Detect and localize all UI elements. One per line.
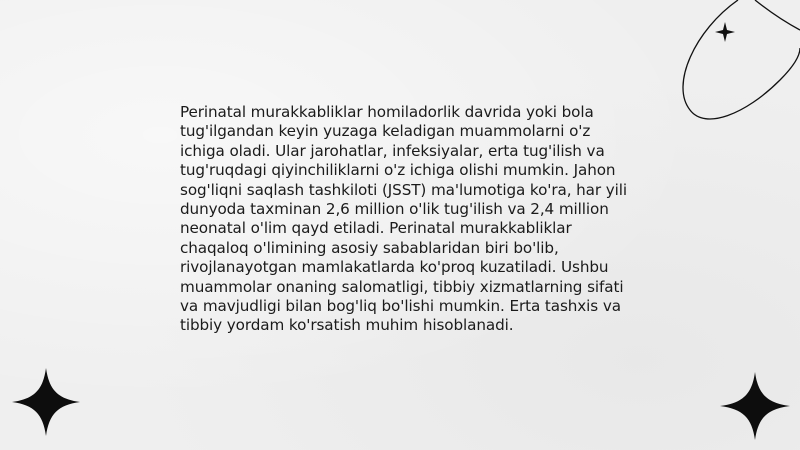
body-paragraph: Perinatal murakkabliklar homiladorlik davrida yoki bola tug'ilgandan keyin yuzaga keladigan muammolarni o'z ichiga oladi. Ular jarohatlar, infeksiyalar, erta tug'ilish va tug'ruqdagi qiyinchiliklarni o'z ichiga olishi mumkin. Jahon sog'liqni saqlash tashkiloti (JSST) ma'lumotiga ko'ra, har yili dunyoda taxminan 2,6 million o'lik tug'ilish va 2,4 million neonatal o'lim qayd etiladi. Perinatal murakkabliklar chaqaloq o'limining asosiy sabablaridan biri bo'lib, rivojlanayotgan mamlakatlarda ko'proq kuzatiladi. Ushbu muammolar onaning salomatligi, tibbiy xizmatlarning sifati va mavjudligi bilan bog'liq bo'lishi mumkin. Erta tashxis va tibbiy yordam ko'rsatish muhim hisoblanadi. xyxy=(180,103,628,335)
four-point-star-icon xyxy=(12,368,80,436)
four-point-star-icon xyxy=(720,372,790,440)
sparkle-icon xyxy=(715,22,735,42)
orbit-ornament-icon xyxy=(660,0,800,140)
